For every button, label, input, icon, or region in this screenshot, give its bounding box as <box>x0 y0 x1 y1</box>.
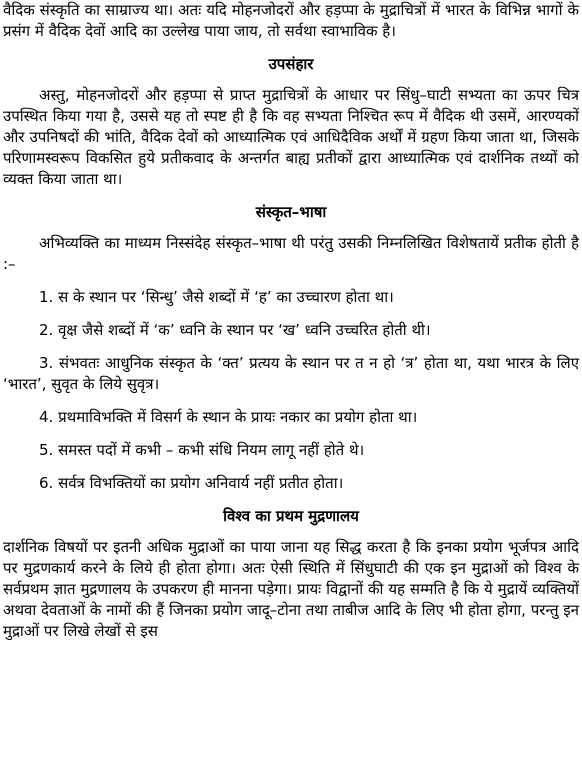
spacer <box>3 428 579 440</box>
spacer <box>3 75 579 85</box>
spacer <box>3 494 579 506</box>
section-heading-sanskrit-language: संस्कृत–भाषा <box>255 203 327 221</box>
spacer <box>3 190 579 202</box>
spacer <box>3 308 579 320</box>
list-item: 6. सर्वत्र विभक्तियों का प्रयोग अनिवार्य नहीं प्रतीत होता। <box>39 474 344 492</box>
list-item: 2. वृक्ष जैसे शब्दों में ‘क’ ध्वनि के स्थान पर ‘ख’ ध्वनि उच्चरित होती थी। <box>39 321 431 339</box>
list-item: 4. प्रथमाविभक्ति में विसर्ग के स्थान के प्रायः नकार का प्रयोग होता था। <box>39 408 418 426</box>
conclusion-paragraph: अस्तु, मोहनजोदरों और हड़प्पा से प्राप्त मुद्राचित्रों के आधार पर सिंधु–घाटी सभ्यता का ऊपर चित्र उपस्थित किया गया है, उससे यह तो स्पष्ट ही है कि वह सभ्यता निश्चित रूप में वैदिक थी उसमें, आरण्यकों और उपनिषदों की भांति, वैदिक देवों को आध्यात्मिक एवं आधिदैविक अर्थों में ग्रहण किया जाता था, जिसके परिणामस्वरूप विकसित हुये प्रतीकवाद के अन्तर्गत बाह्य प्रतीकों द्वारा आध्यात्मिक एवं दार्शनिक तथ्यों को व्यक्त किया जाता था। <box>3 86 579 188</box>
sanskrit-language-paragraph: अभिव्यक्ति का माध्यम निस्संदेह संस्कृत–भाषा थी परंतु उसकी निम्नलिखित विशेषतायें प्रतीक होती है :– <box>3 234 579 273</box>
list-item: 5. समस्त पदों में कभी – कभी संधि नियम लागू नहीं होते थे। <box>39 441 365 459</box>
section-heading-first-printing-press: विश्व का प्रथम मुद्रणालय <box>223 507 359 525</box>
spacer <box>3 395 579 407</box>
section-heading-conclusion: उपसंहार <box>268 55 314 73</box>
intro-paragraph: वैदिक संस्कृति का साम्राज्य था। अतः यदि मोहनजोदरों और हड़प्पा के मुद्राचित्रों में भारत के विभिन्न भागों के प्रसंग में वैदिक देवों आदि का उल्लेख पाया जाय, तो सर्वथा स्वाभाविक है। <box>3 1 579 40</box>
printing-press-paragraph: दार्शनिक विषयों पर इतनी अधिक मुद्राओं का पाया जाना यह सिद्ध करता है कि इनका प्रयोग भूर्जपत्र आदि पर मुद्रणकार्य करने के लिये ही होता होगा। अतः ऐसी स्थिति में सिंधुघाटी की एक इन मुद्राओं को विश्व के सर्वप्रथम ज्ञात मुद्रणालय के उपकरण ही मानना पड़ेगा। प्रायः विद्वानों की यह सम्मति है कि ये मुद्रायें व्यक्तियों अथवा देवताओं के नामों की हैं जिनका प्रयोग जादू–टोना तथा ताबीज आदि के लिए भी होता होगा, परन्तु इन मुद्राओं पर लिखे लेखों से इस <box>3 538 579 640</box>
spacer <box>3 42 579 54</box>
list-item: 3. संभवतः आधुनिक संस्कृत के ‘क्त’ प्रत्यय के स्थान पर त न हो ‘त्र’ होता था, यथा भारत्र के लिए ‘भारत’, सुवृत के लिये सुवृत्र। <box>3 354 579 393</box>
spacer <box>3 223 579 233</box>
spacer <box>3 461 579 473</box>
spacer <box>3 341 579 353</box>
document-page <box>3 0 579 642</box>
spacer <box>3 275 579 287</box>
spacer <box>3 527 579 537</box>
list-item: 1. स के स्थान पर ‘सिन्धु’ जैसे शब्दों में ‘ह’ का उच्चारण होता था। <box>39 288 394 306</box>
